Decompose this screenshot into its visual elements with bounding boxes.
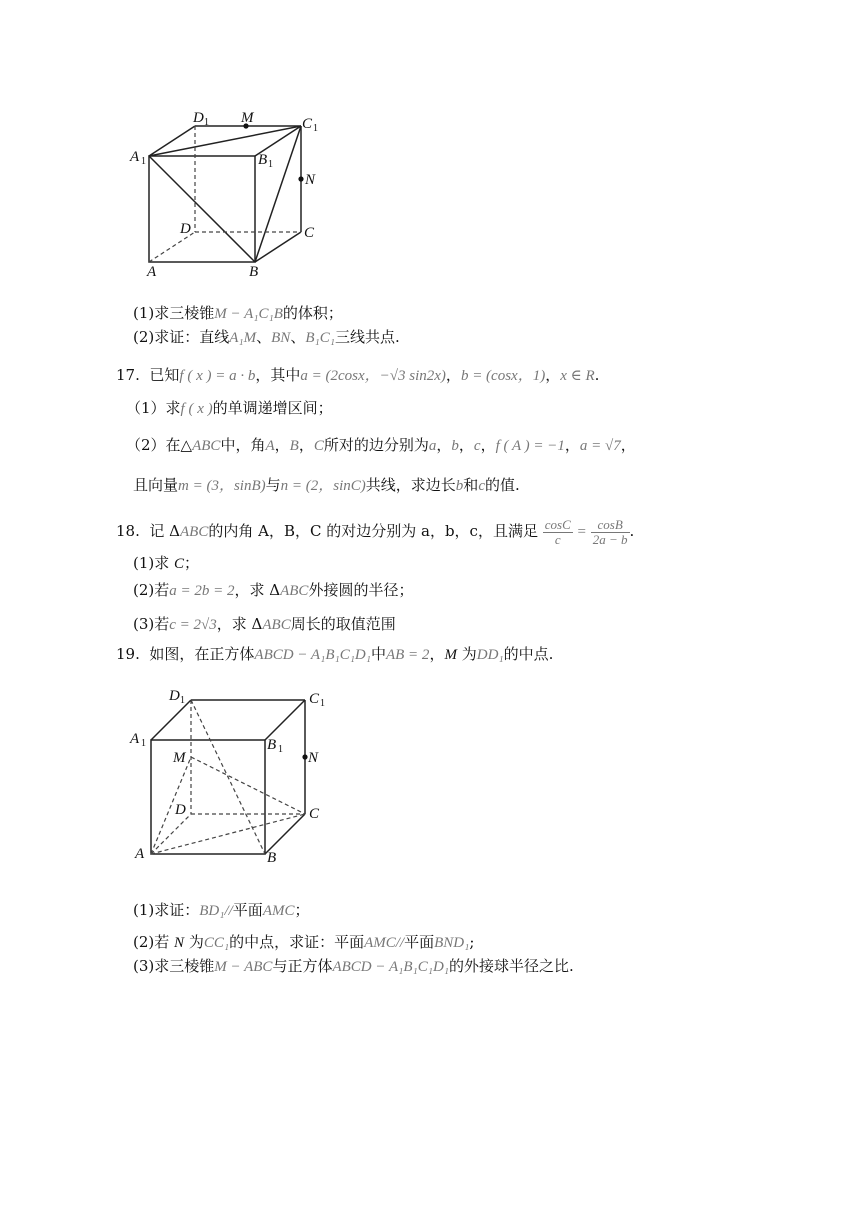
label-c: C	[304, 225, 315, 241]
label-a: A	[135, 846, 145, 862]
q18-stem: 18. 记 ΔABC的内角 A，B，C 的对边分别为 a，b，c，且满足 $\frac{\cos C}{c}$ = $\frac{\cos B}{2a - b}$ .	[116, 516, 635, 547]
label-c1: C	[302, 116, 313, 132]
q17-part3: 且向量m = (3，sinB)与n = (2，sinC)共线，求边长b和c的值.	[133, 476, 520, 494]
label-m: M	[173, 750, 186, 766]
label-a1: A	[130, 731, 140, 747]
svg-text:1: 1	[278, 744, 283, 755]
q19-part1: (1)求证：BD₁//平面AMC；	[133, 901, 310, 919]
q16-part1: (1)求三棱锥M − A₁C₁B的体积；	[133, 304, 343, 322]
cube-figure-1	[125, 104, 345, 284]
point-n	[302, 754, 307, 759]
q19-part2: (2)若 N 为CC₁的中点，求证：平面AMC//平面BND₁;	[133, 933, 475, 951]
label-n: N	[308, 750, 319, 766]
label-b: B	[249, 264, 259, 280]
cube-figure-2	[125, 683, 345, 868]
q18-part1: (1)求 C；	[133, 554, 200, 572]
q17-stem: 17. 已知f ( x ) = a · b，其中a = (2cosx，−√3 sin2x)，b = (cosx，1)，x ∈ R.	[116, 366, 600, 384]
q17-part1: （1）求f ( x )的单调递增区间；	[126, 399, 333, 417]
point-n	[298, 176, 303, 181]
label-b: B	[267, 850, 277, 866]
svg-text:1: 1	[141, 738, 146, 749]
q16-part2: (2)求证：直线A₁M、BN、B₁C₁三线共点.	[133, 328, 400, 346]
label-d: D	[180, 221, 191, 237]
svg-text:1: 1	[320, 698, 325, 709]
svg-text:1: 1	[313, 123, 318, 134]
label-d: D	[175, 802, 186, 818]
label-d1: D	[193, 110, 204, 126]
q19-part3: (3)求三棱锥M − ABC与正方体ABCD − A₁B₁C₁D₁的外接球半径之比.	[133, 957, 574, 975]
fraction-cosc-c: $\frac{\cos C}{c}$	[544, 516, 571, 547]
label-d1: D	[169, 688, 180, 704]
label-a1: A	[130, 149, 140, 165]
label-b1: B	[267, 737, 277, 753]
svg-text:1: 1	[268, 159, 273, 170]
label-n: N	[305, 172, 316, 188]
svg-text:1: 1	[141, 156, 146, 167]
label-c: C	[309, 806, 320, 822]
svg-text:1: 1	[180, 695, 185, 706]
q17-part2: （2）在△ABC中，角A，B，C所对的边分别为a，b，c，f ( A ) = −1，a = √7，	[126, 436, 636, 454]
q18-part2: (2)若a = 2b = 2，求 ΔABC外接圆的半径；	[133, 581, 414, 599]
q18-part3: (3)若c = 2√3，求 ΔABC周长的取值范围	[133, 615, 396, 633]
fraction-cosb: $\frac{\cos B}{2a - b}$	[592, 516, 628, 547]
label-a: A	[147, 264, 157, 280]
svg-text:1: 1	[204, 117, 209, 128]
label-c1: C	[309, 691, 320, 707]
label-m: M	[241, 110, 254, 126]
label-b1: B	[258, 152, 268, 168]
q19-stem: 19. 如图，在正方体ABCD − A₁B₁C₁D₁中AB = 2，M 为DD₁的中点.	[116, 645, 554, 663]
